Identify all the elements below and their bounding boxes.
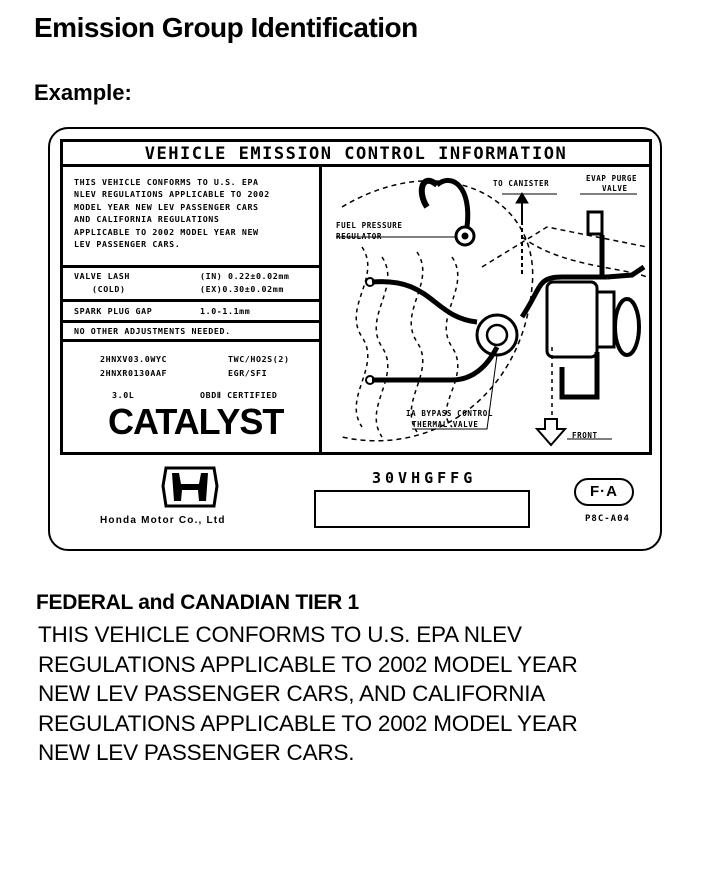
- label-header: VEHICLE EMISSION CONTROL INFORMATION: [63, 142, 649, 167]
- fuel-pressure-regulator-label: FUEL PRESSURE REGULATOR: [336, 221, 403, 241]
- engine-family-2: 2HNXR0130AAF: [100, 368, 168, 378]
- valve-lash-in: (IN) 0.22±0.02mm: [200, 271, 290, 281]
- engine-family-1: 2HNXV03.0WYC: [100, 354, 168, 364]
- body-line: REGULATIONS APPLICABLE TO 2002 MODEL YEAR: [38, 651, 578, 677]
- conformity-text: THIS VEHICLE CONFORMS TO U.S. EPA NLEV REGULATIONS APPLICABLE TO 2002 MODEL YEAR NEW LEV PASSENGER CARS AND CALIFORNIA REGULATIONS APPLICABLE TO 2002 MODEL YEAR NEW LEV PASSENGER CARS.: [74, 177, 270, 250]
- valve-lash-ex: (EX)0.30±0.02mm: [200, 284, 284, 294]
- row-divider: [63, 320, 319, 323]
- section-heading: FEDERAL and CANADIAN TIER 1: [36, 591, 359, 614]
- label-code: 30VHGFFG: [372, 469, 477, 487]
- fa-badge: F·A: [574, 478, 634, 506]
- page-title: Emission Group Identification: [34, 12, 418, 43]
- front-label: FRONT: [572, 431, 598, 440]
- body-line: NEW LEV PASSENGER CARS, AND CALIFORNIA: [38, 681, 546, 706]
- honda-logo-icon: [160, 464, 220, 510]
- body-line: THIS VEHICLE CONFORMS TO U.S. EPA NLEV: [38, 622, 522, 647]
- body-line: NEW LEV PASSENGER CARS.: [38, 740, 355, 765]
- spark-plug-label: SPARK PLUG GAP: [74, 306, 153, 316]
- twc-label: TWC/HO2S(2): [228, 354, 290, 364]
- to-canister-label: TO CANISTER: [493, 179, 550, 188]
- no-adjustments-text: NO OTHER ADJUSTMENTS NEEDED.: [74, 326, 231, 336]
- row-divider: [63, 339, 319, 342]
- egr-label: EGR/SFI: [228, 368, 268, 378]
- valve-lash-cold: (COLD): [92, 284, 126, 294]
- code-box: [314, 490, 530, 528]
- body-line: REGULATIONS APPLICABLE TO 2002 MODEL YEAR: [38, 710, 578, 736]
- honda-company-name: Honda Motor Co., Ltd: [100, 515, 226, 526]
- iab-thermal-valve-label: IA BYPASS CONTROL THERMAL VALVE: [406, 409, 493, 429]
- obd-certified: OBDⅡ CERTIFIED: [200, 390, 278, 400]
- row-divider: [63, 299, 319, 302]
- spark-plug-value: 1.0-1.1mm: [200, 306, 251, 316]
- displacement: 3.0L: [112, 390, 135, 400]
- valve-lash-label: VALVE LASH: [74, 271, 130, 281]
- row-divider: [63, 265, 319, 268]
- example-label: Example:: [34, 80, 132, 105]
- catalyst-text: CATALYST: [108, 401, 284, 442]
- section-body: [38, 620, 698, 768]
- part-code: P8C-A04: [585, 514, 630, 524]
- evap-purge-label: EVAP PURGE VALVE: [586, 174, 638, 193]
